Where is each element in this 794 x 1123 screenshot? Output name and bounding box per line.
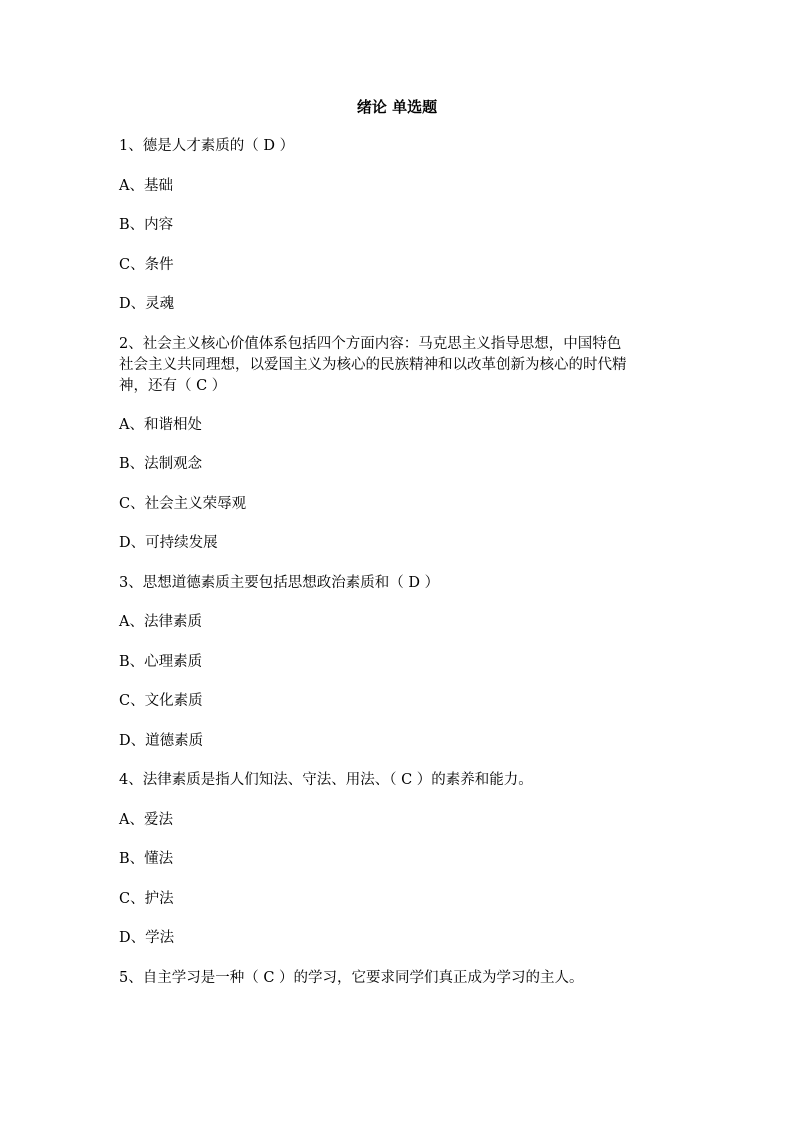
- question-3-stem: 3、思想道德素质主要包括思想政治素质和（ D ）: [119, 575, 440, 591]
- question-4-option-a: A、爱法: [119, 812, 173, 828]
- question-1-option-a: A、基础: [119, 178, 173, 194]
- question-1-option-c: C、条件: [119, 257, 174, 273]
- question-3-option-a: A、法律素质: [119, 614, 202, 630]
- question-2-option-a: A、和谐相处: [119, 417, 202, 433]
- question-2-stem-line-3: 神，还有（ C ）: [119, 378, 227, 394]
- question-1-option-b: B、内容: [119, 217, 174, 233]
- question-4-option-b: B、懂法: [119, 851, 174, 867]
- question-3-option-b: B、心理素质: [119, 654, 203, 670]
- question-4-option-d: D、学法: [119, 930, 175, 946]
- question-2-stem-line-2: 社会主义共同理想，以爱国主义为核心的民族精神和以改革创新为核心的时代精: [119, 357, 627, 373]
- page-title: 绪论 单选题: [356, 98, 438, 116]
- question-2-option-b: B、法制观念: [119, 456, 203, 472]
- question-2-stem-line-1: 2、社会主义核心价值体系包括四个方面内容：马克思主义指导思想，中国特色: [119, 336, 622, 352]
- question-1-stem: 1、德是人才素质的（ D ）: [119, 138, 295, 154]
- question-4-stem: 4、法律素质是指人们知法、守法、用法、（ C ）的素养和能力。: [119, 772, 533, 788]
- question-2-option-c: C、社会主义荣辱观: [119, 496, 247, 512]
- question-3-option-d: D、道德素质: [119, 733, 204, 749]
- question-1-option-d: D、灵魂: [119, 296, 175, 312]
- question-2-option-d: D、可持续发展: [119, 535, 218, 551]
- question-3-option-c: C、文化素质: [119, 693, 203, 709]
- question-5-stem: 5、自主学习是一种（ C ）的学习，它要求同学们真正成为学习的主人。: [119, 970, 584, 986]
- question-4-option-c: C、护法: [119, 891, 174, 907]
